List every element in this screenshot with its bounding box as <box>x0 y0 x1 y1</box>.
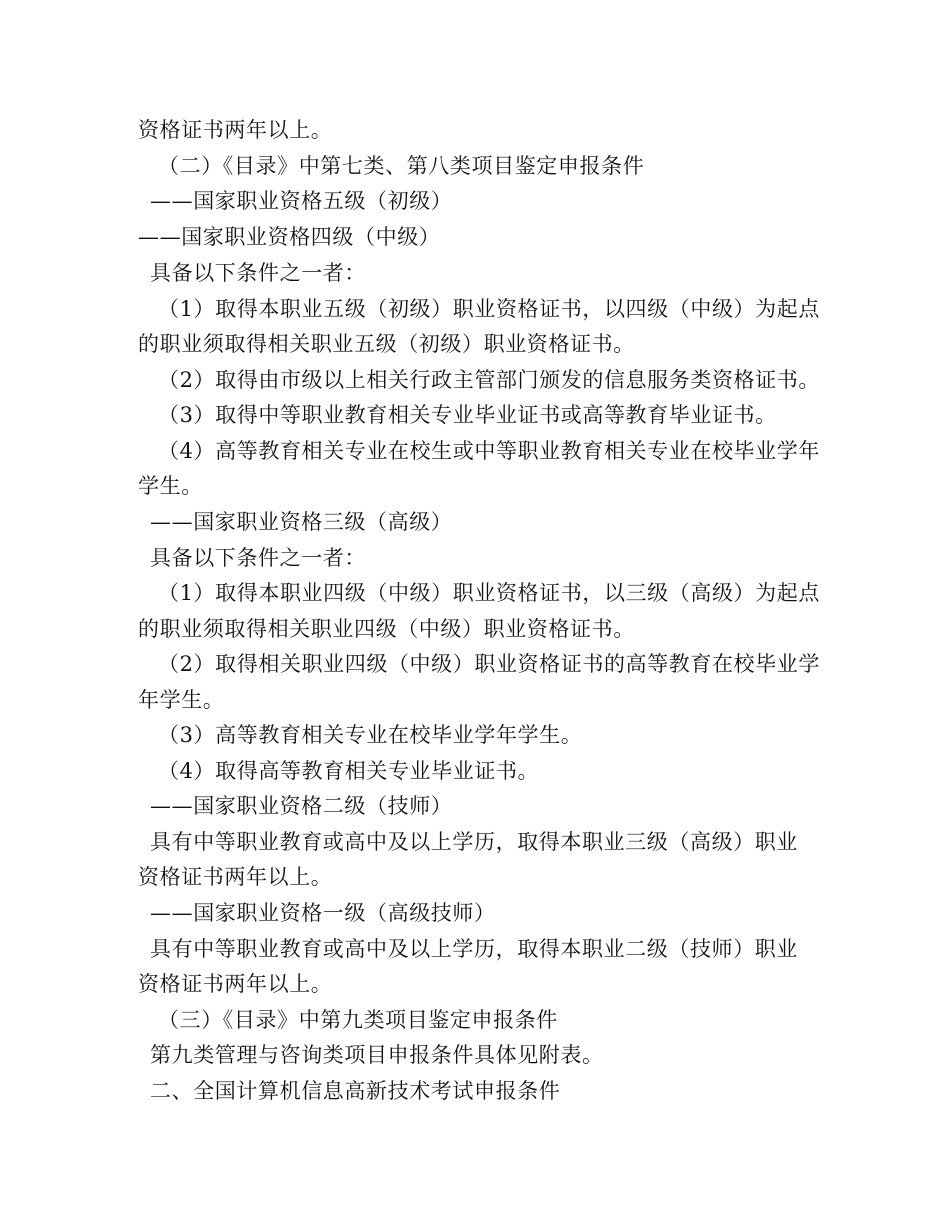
text-line: 具备以下条件之一者： <box>150 261 366 285</box>
text-line: 具有中等职业教育或高中及以上学历，取得本职业二级（技师）职业 <box>150 937 798 961</box>
text-line: 的职业须取得相关职业四级（中级）职业资格证书。 <box>138 617 635 641</box>
section-heading: （三）《目录》中第九类项目鉴定申报条件 <box>158 1008 558 1032</box>
text-line: 具有中等职业教育或高中及以上学历，取得本职业三级（高级）职业 <box>150 830 798 854</box>
list-item: （2）取得相关职业四级（中级）职业资格证书的高等教育在校毕业学 <box>158 652 820 676</box>
list-item: （3）取得中等职业教育相关专业毕业证书或高等教育毕业证书。 <box>158 403 777 427</box>
section-heading: 二、全国计算机信息高新技术考试申报条件 <box>150 1079 561 1103</box>
level-heading: ——国家职业资格三级（高级） <box>150 510 453 534</box>
text-line: 资格证书两年以上。 <box>138 865 333 889</box>
list-item: （1）取得本职业五级（初级）职业资格证书，以四级（中级）为起点 <box>158 297 820 321</box>
level-heading: ——国家职业资格一级（高级技师） <box>150 901 496 925</box>
list-item: （1）取得本职业四级（中级）职业资格证书，以三级（高级）为起点 <box>158 581 820 605</box>
list-item: （4）高等教育相关专业在校生或中等职业教育相关专业在校毕业学年 <box>158 439 820 463</box>
level-heading: ——国家职业资格四级（中级） <box>138 225 441 249</box>
level-heading: ——国家职业资格二级（技师） <box>150 794 453 818</box>
text-line: 的职业须取得相关职业五级（初级）职业资格证书。 <box>138 332 635 356</box>
text-line: 资格证书两年以上。 <box>138 972 333 996</box>
list-item: （4）取得高等教育相关专业毕业证书。 <box>158 759 540 783</box>
list-item: （3）高等教育相关专业在校毕业学年学生。 <box>158 723 583 747</box>
text-line: 具备以下条件之一者： <box>150 546 366 570</box>
section-heading: （二）《目录》中第七类、第八类项目鉴定申报条件 <box>158 154 645 178</box>
text-line: 第九类管理与咨询类项目申报条件具体见附表。 <box>150 1043 604 1067</box>
text-line: 学生。 <box>138 474 203 498</box>
text-line: 资格证书两年以上。 <box>138 118 333 142</box>
list-item: （2）取得由市级以上相关行政主管部门颁发的信息服务类资格证书。 <box>158 368 820 392</box>
text-line: 年学生。 <box>138 688 225 712</box>
level-heading: ——国家职业资格五级（初级） <box>150 189 453 213</box>
